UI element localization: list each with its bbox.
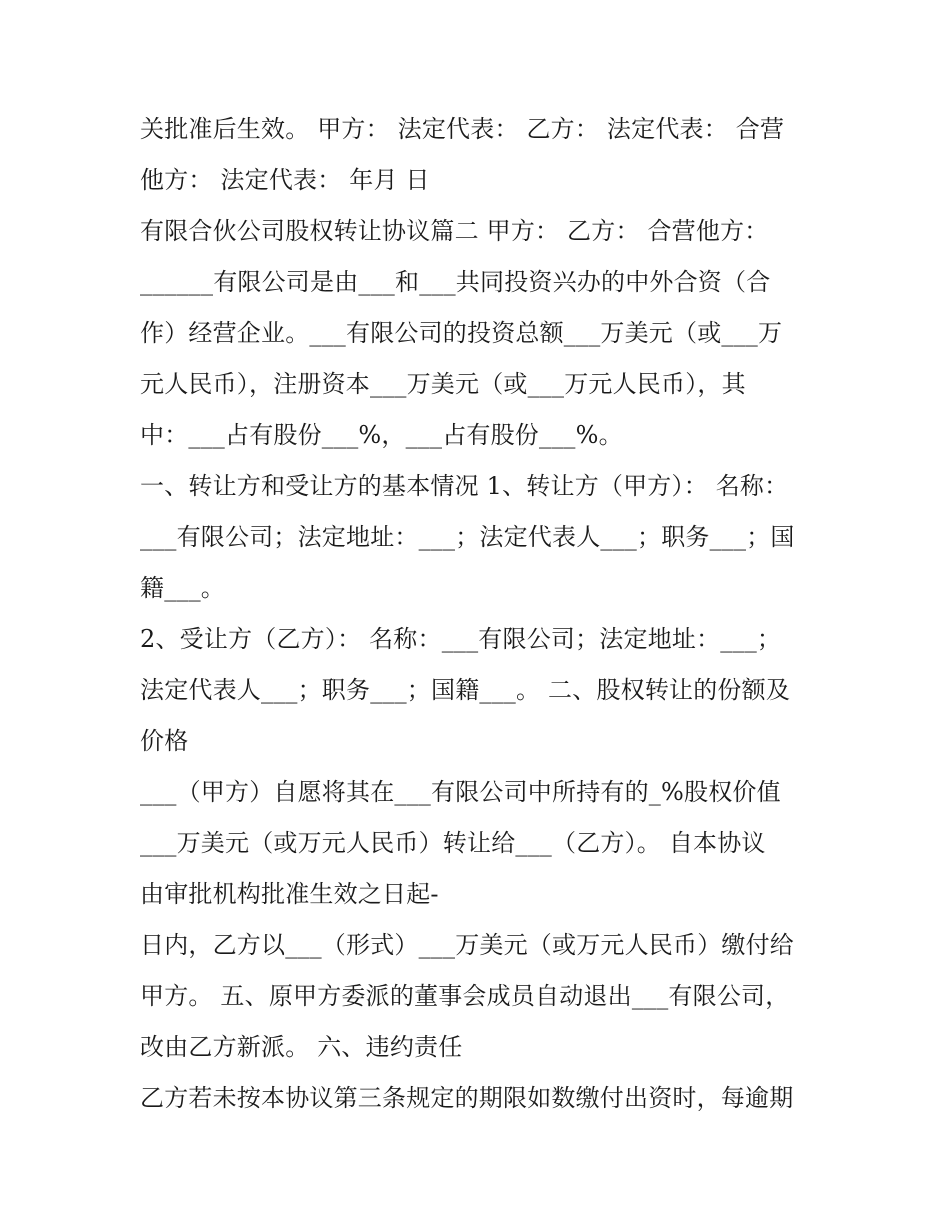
text-line: ___（甲方）自愿将其在___有限公司中所持有的_%股权价值 [140,778,781,806]
text-line: 籍___。 [140,574,225,602]
text-line: 法定代表人___；职务___；国籍___。 二、股权转让的份额及 [140,676,791,704]
text-line: 他方： 法定代表： 年月 日 [140,166,430,194]
text-line: 由审批机构批准生效之日起- [140,880,439,908]
text-line: 改由乙方新派。 六、违约责任 [140,1033,463,1061]
text-line: 2、受让方（乙方）： 名称：___有限公司；法定地址：___； [140,625,782,653]
text-line: ______有限公司是由___和___共同投资兴办的中外合资（合 [140,268,771,296]
text-line: 价格 [140,727,189,755]
text-line: ___万美元（或万元人民币）转让给___（乙方）。 自本协议 [140,829,766,857]
text-line: 乙方若未按本协议第三条规定的期限如数缴付出资时，每逾期 [140,1084,794,1112]
text-line: 元人民币），注册资本___万美元（或___万元人民币），其 [140,370,746,398]
text-line: 一、转让方和受让方的基本情况 1、转让方（甲方）： 名称： [140,472,789,500]
text-line: 作）经营企业。___有限公司的投资总额___万美元（或___万 [140,319,783,347]
text-line: 关批准后生效。 甲方： 法定代表： 乙方： 法定代表： 合营 [140,115,785,143]
text-line: 甲方。 五、原甲方委派的董事会成员自动退出___有限公司， [140,982,790,1010]
text-line: 日内，乙方以___（形式）___万美元（或万元人民币）缴付给 [140,931,794,959]
text-line: 中：___占有股份___%，___占有股份___%。 [140,421,623,449]
agreement-text [140,104,830,1124]
text-line: ___有限公司；法定地址：___；法定代表人___；职务___；国 [140,523,795,551]
text-line: 有限合伙公司股权转让协议篇二 甲方： 乙方： 合营他方： [140,217,769,245]
